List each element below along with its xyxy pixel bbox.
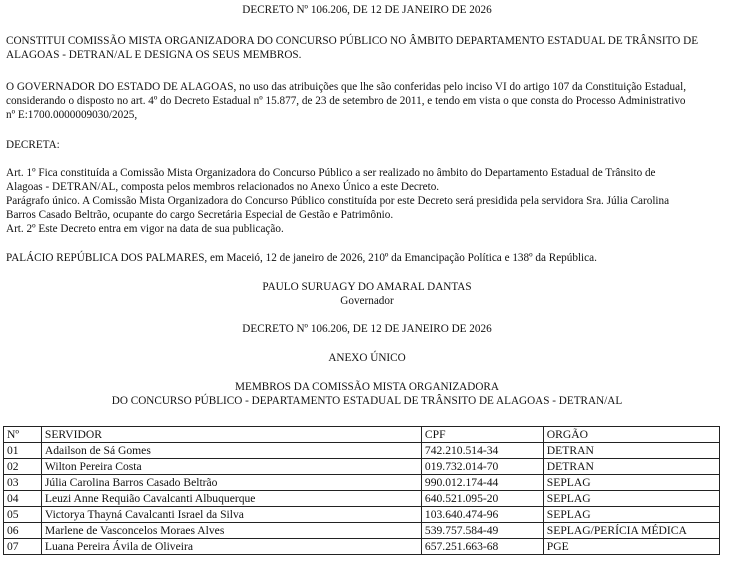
summary-line: ALAGOAS - DETRAN/AL E DESIGNA OS SEUS MEMBROS. bbox=[6, 49, 302, 61]
table-row bbox=[4, 475, 720, 491]
annex-title: ANEXO ÚNICO bbox=[328, 352, 406, 364]
table-row bbox=[4, 523, 720, 539]
cell-no: 02 bbox=[4, 459, 42, 475]
table-row bbox=[4, 459, 720, 475]
article-line: Alagoas - DETRAN/AL, composta pelos membros relacionados no Anexo Único a este Decreto. bbox=[6, 181, 440, 193]
cell-orgao: PGE bbox=[543, 539, 719, 555]
cell-cpf: 019.732.014-70 bbox=[421, 459, 543, 475]
header-no: Nº bbox=[4, 427, 42, 443]
header-orgao: ORGÃO bbox=[543, 427, 719, 443]
cell-no: 05 bbox=[4, 507, 42, 523]
preamble-line: nº E:1700.0000009030/2025, bbox=[6, 109, 138, 121]
cell-cpf: 990.012.174-44 bbox=[421, 475, 543, 491]
table-row bbox=[4, 507, 720, 523]
cell-orgao: SEPLAG/PERÍCIA MÉDICA bbox=[543, 523, 719, 539]
annex-heading-line: DO CONCURSO PÚBLICO - DEPARTAMENTO ESTADUAL DE TRÂNSITO DE ALAGOAS - DETRAN/AL bbox=[111, 395, 623, 407]
preamble-line: considerando o disposto no art. 4º do Decreto Estadual nº 15.877, de 23 de setembro de 2011, e tendo em vista o que consta do Processo Administrativo bbox=[6, 95, 686, 107]
signature-name: PAULO SURUAGY DO AMARAL DANTAS bbox=[262, 281, 472, 293]
decree-summary bbox=[6, 34, 728, 62]
decreta-label: DECRETA: bbox=[6, 139, 60, 151]
table-header-row bbox=[4, 427, 720, 443]
cell-orgao: SEPLAG bbox=[543, 507, 719, 523]
table-row bbox=[4, 491, 720, 507]
cell-orgao: SEPLAG bbox=[543, 491, 719, 507]
header-cpf: CPF bbox=[421, 427, 543, 443]
cell-servidor: Marlene de Vasconcelos Moraes Alves bbox=[41, 523, 421, 539]
cell-servidor: Adailson de Sá Gomes bbox=[41, 443, 421, 459]
summary-line: CONSTITUI COMISSÃO MISTA ORGANIZADORA DO CONCURSO PÚBLICO NO ÂMBITO DEPARTAMENTO ESTADUAL DE TRÂNSITO DE bbox=[6, 35, 699, 47]
cell-servidor: Victorya Thayná Cavalcanti Israel da Silva bbox=[41, 507, 421, 523]
annex-heading-line: MEMBROS DA COMISSÃO MISTA ORGANIZADORA bbox=[235, 381, 499, 393]
cell-servidor: Wilton Pereira Costa bbox=[41, 459, 421, 475]
closing-line: PALÁCIO REPÚBLICA DOS PALMARES, em Maceió, 12 de janeiro de 2026, 210º da Emancipação Política e 138º da República. bbox=[6, 252, 597, 264]
cell-cpf: 742.210.514-34 bbox=[421, 443, 543, 459]
cell-no: 03 bbox=[4, 475, 42, 491]
cell-orgao: SEPLAG bbox=[543, 475, 719, 491]
article-line: Barros Casado Beltrão, ocupante do cargo Secretária Especial de Gestão e Patrimônio. bbox=[6, 209, 394, 221]
signature-role: Governador bbox=[340, 295, 394, 307]
cell-cpf: 539.757.584-49 bbox=[421, 523, 543, 539]
table-row bbox=[4, 443, 720, 459]
articles-section bbox=[6, 166, 728, 236]
preamble-line: O GOVERNADOR DO ESTADO DE ALAGOAS, no uso das atribuições que lhe são conferidas pelo inciso VI do artigo 107 da Constituição Estadual, bbox=[6, 81, 686, 93]
cell-cpf: 640.521.095-20 bbox=[421, 491, 543, 507]
cell-no: 07 bbox=[4, 539, 42, 555]
preamble-paragraph bbox=[6, 80, 728, 122]
cell-no: 06 bbox=[4, 523, 42, 539]
table-row bbox=[4, 539, 720, 555]
cell-orgao: DETRAN bbox=[543, 443, 719, 459]
cell-orgao: DETRAN bbox=[543, 459, 719, 475]
cell-no: 01 bbox=[4, 443, 42, 459]
annex-heading bbox=[6, 380, 728, 408]
cell-servidor: Júlia Carolina Barros Casado Beltrão bbox=[41, 475, 421, 491]
decree-title: DECRETO Nº 106.206, DE 12 DE JANEIRO DE 2026 bbox=[242, 4, 492, 16]
cell-servidor: Luana Pereira Ávila de Oliveira bbox=[41, 539, 421, 555]
article-line: Art. 1º Fica constituída a Comissão Mista Organizadora do Concurso Público a ser realizado no âmbito do Departamento Estadual de Trânsito de bbox=[6, 167, 656, 179]
cell-no: 04 bbox=[4, 491, 42, 507]
article-line: Parágrafo único. A Comissão Mista Organizadora do Concurso Público constituída por este Decreto será presidida pela servidora Sra. Júlia Carolina bbox=[6, 195, 670, 207]
header-servidor: SERVIDOR bbox=[41, 427, 421, 443]
annex-decree-title: DECRETO Nº 106.206, DE 12 DE JANEIRO DE 2026 bbox=[242, 323, 492, 335]
signature-block bbox=[6, 280, 728, 308]
article-line: Art. 2º Este Decreto entra em vigor na data de sua publicação. bbox=[6, 223, 284, 235]
cell-cpf: 657.251.663-68 bbox=[421, 539, 543, 555]
cell-servidor: Leuzi Anne Requião Cavalcanti Albuquerque bbox=[41, 491, 421, 507]
members-table bbox=[3, 426, 720, 555]
cell-cpf: 103.640.474-96 bbox=[421, 507, 543, 523]
